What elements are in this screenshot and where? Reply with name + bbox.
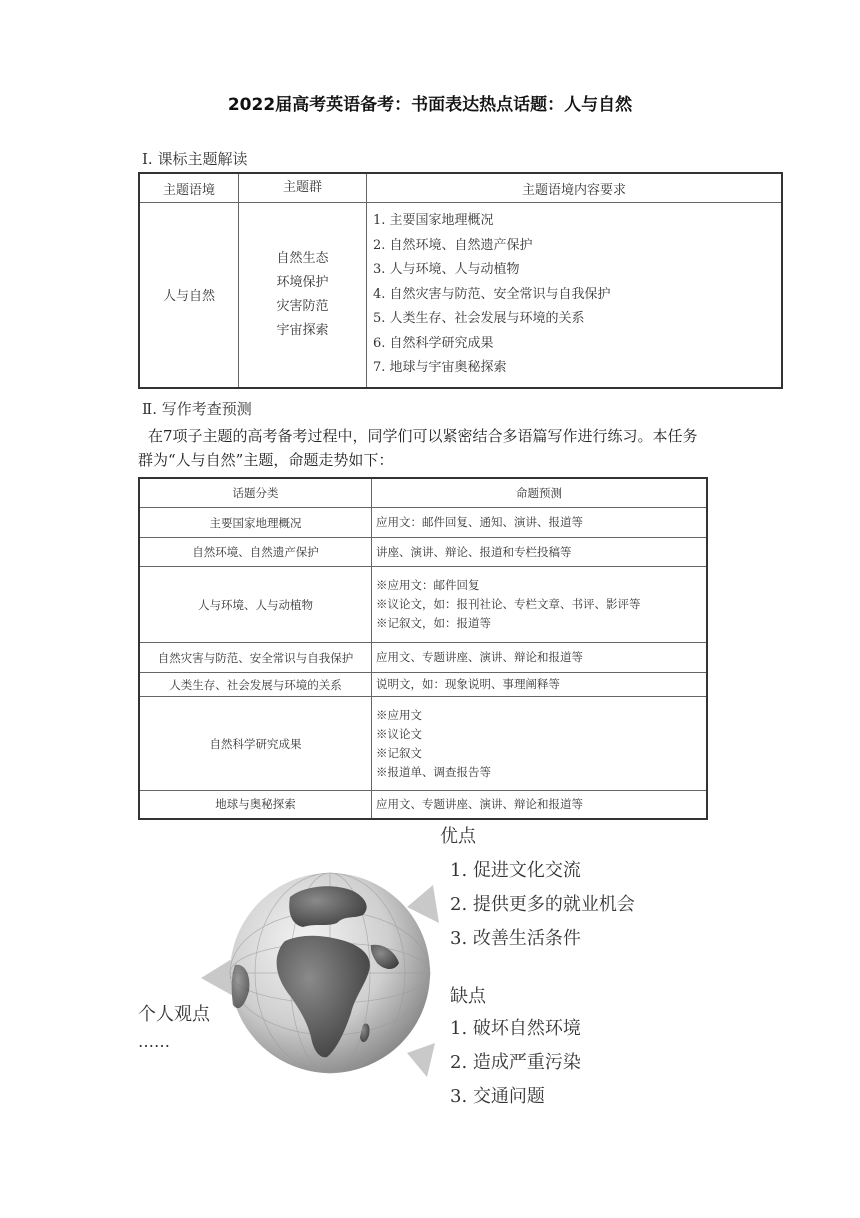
cons-item: 3. 交通问题 [450, 1086, 545, 1107]
requirement-item: 1. 主要国家地理概况 [373, 213, 494, 228]
column-header: 主题语境内容要求 [367, 173, 783, 203]
table-header-row [139, 478, 707, 508]
table-row [139, 643, 707, 673]
personal-view-label: 个人观点 [138, 1004, 210, 1025]
prediction-line: 说明文，如：现象说明、事理阐释等 [376, 677, 560, 691]
category-cell: 主要国家地理概况 [139, 508, 372, 538]
paragraph-line: 在7项子主题的高考备考过程中，同学们可以紧密结合多语篇写作进行练习。本任务 [148, 427, 698, 445]
cons-list [450, 1014, 581, 1116]
requirement-item: 7. 地球与宇宙奥秘探索 [373, 360, 507, 375]
globe-illustration [195, 845, 455, 1095]
column-header: 主题群 [239, 173, 367, 203]
prediction-line: ※议论文 [376, 726, 422, 741]
lower-right-arrow-icon [407, 1043, 435, 1077]
theme-group-item: 自然生态 [276, 250, 329, 266]
pros-item: 2. 提供更多的就业机会 [450, 894, 635, 915]
category-cell: 人类生存、社会发展与环境的关系 [139, 673, 372, 697]
content-requirements-cell [367, 203, 783, 388]
prediction-line: 讲座、演讲、辩论、报道和专栏投稿等 [376, 544, 572, 559]
category-cell: 人与环境、人与动植物 [139, 567, 372, 643]
prediction-line: ※报道单、调查报告等 [376, 764, 491, 779]
cons-item: 1. 破坏自然环境 [450, 1018, 581, 1039]
table-header-row [139, 173, 782, 203]
table-row [139, 697, 707, 791]
curriculum-theme-table [138, 172, 783, 389]
page-title: 2022届高考英语备考：书面表达热点话题：人与自然 [227, 95, 633, 115]
table-row [139, 508, 707, 538]
cons-heading: 缺点 [450, 986, 486, 1007]
intro-paragraph [138, 424, 738, 472]
category-cell: 自然环境、自然遗产保护 [139, 538, 372, 567]
prediction-cell [372, 697, 708, 791]
pros-item: 1. 促进文化交流 [450, 860, 581, 881]
ellipsis-text: …… [138, 1032, 170, 1051]
prediction-line: 应用文：邮件回复、通知、演讲、报道等 [376, 515, 583, 529]
prediction-line: 应用文、专题讲座、演讲、辩论和报道等 [376, 796, 583, 811]
prediction-cell [372, 673, 708, 697]
prediction-line: 应用文、专题讲座、演讲、辩论和报道等 [376, 650, 583, 664]
prediction-cell [372, 538, 708, 567]
theme-group-cell [239, 203, 367, 388]
requirement-item: 2. 自然环境、自然遗产保护 [373, 237, 533, 253]
pros-item: 3. 改善生活条件 [450, 928, 581, 949]
requirement-item: 3. 人与环境、人与动植物 [373, 262, 520, 277]
section-heading-2: Ⅱ. 写作考查预测 [142, 400, 252, 418]
theme-group-item: 灾害防范 [276, 298, 329, 314]
prediction-line: ※应用文：邮件回复 [376, 578, 480, 592]
table-row [139, 203, 782, 388]
prediction-cell [372, 567, 708, 643]
category-cell: 自然科学研究成果 [139, 697, 372, 791]
pros-list [450, 856, 635, 958]
theme-group-item: 宇宙探索 [276, 322, 329, 338]
requirement-item: 6. 自然科学研究成果 [373, 335, 494, 351]
requirement-item: 5. 人类生存、社会发展与环境的关系 [373, 311, 585, 326]
category-cell: 自然灾害与防范、安全常识与自我保护 [139, 643, 372, 673]
prediction-cell [372, 508, 708, 538]
section-heading-1: Ⅰ. 课标主题解读 [142, 150, 248, 168]
paragraph-line: 群为“人与自然”主题，命题走势如下： [138, 451, 394, 469]
cons-item: 2. 造成严重污染 [450, 1052, 581, 1073]
requirement-item: 4. 自然灾害与防范、安全常识与自我保护 [373, 286, 611, 302]
column-header: 命题预测 [372, 478, 708, 508]
prediction-cell [372, 643, 708, 673]
prediction-line: ※议论文，如：报刊社论、专栏文章、书评、影评等 [376, 597, 641, 611]
prediction-cell [372, 791, 708, 819]
table-row [139, 791, 707, 819]
pros-heading: 优点 [440, 826, 476, 847]
table-row [139, 567, 707, 643]
prediction-line: ※记叙文，如：报道等 [376, 616, 491, 630]
theme-group-item: 环境保护 [276, 274, 329, 290]
column-header: 话题分类 [139, 478, 372, 508]
column-header: 主题语境 [139, 173, 239, 203]
table-row [139, 538, 707, 567]
prediction-line: ※应用文 [376, 707, 422, 722]
table-row [139, 673, 707, 697]
category-cell: 地球与奥秘探索 [139, 791, 372, 819]
theme-context-cell: 人与自然 [139, 203, 239, 388]
writing-prediction-table [138, 477, 708, 820]
prediction-line: ※记叙文 [376, 745, 422, 760]
